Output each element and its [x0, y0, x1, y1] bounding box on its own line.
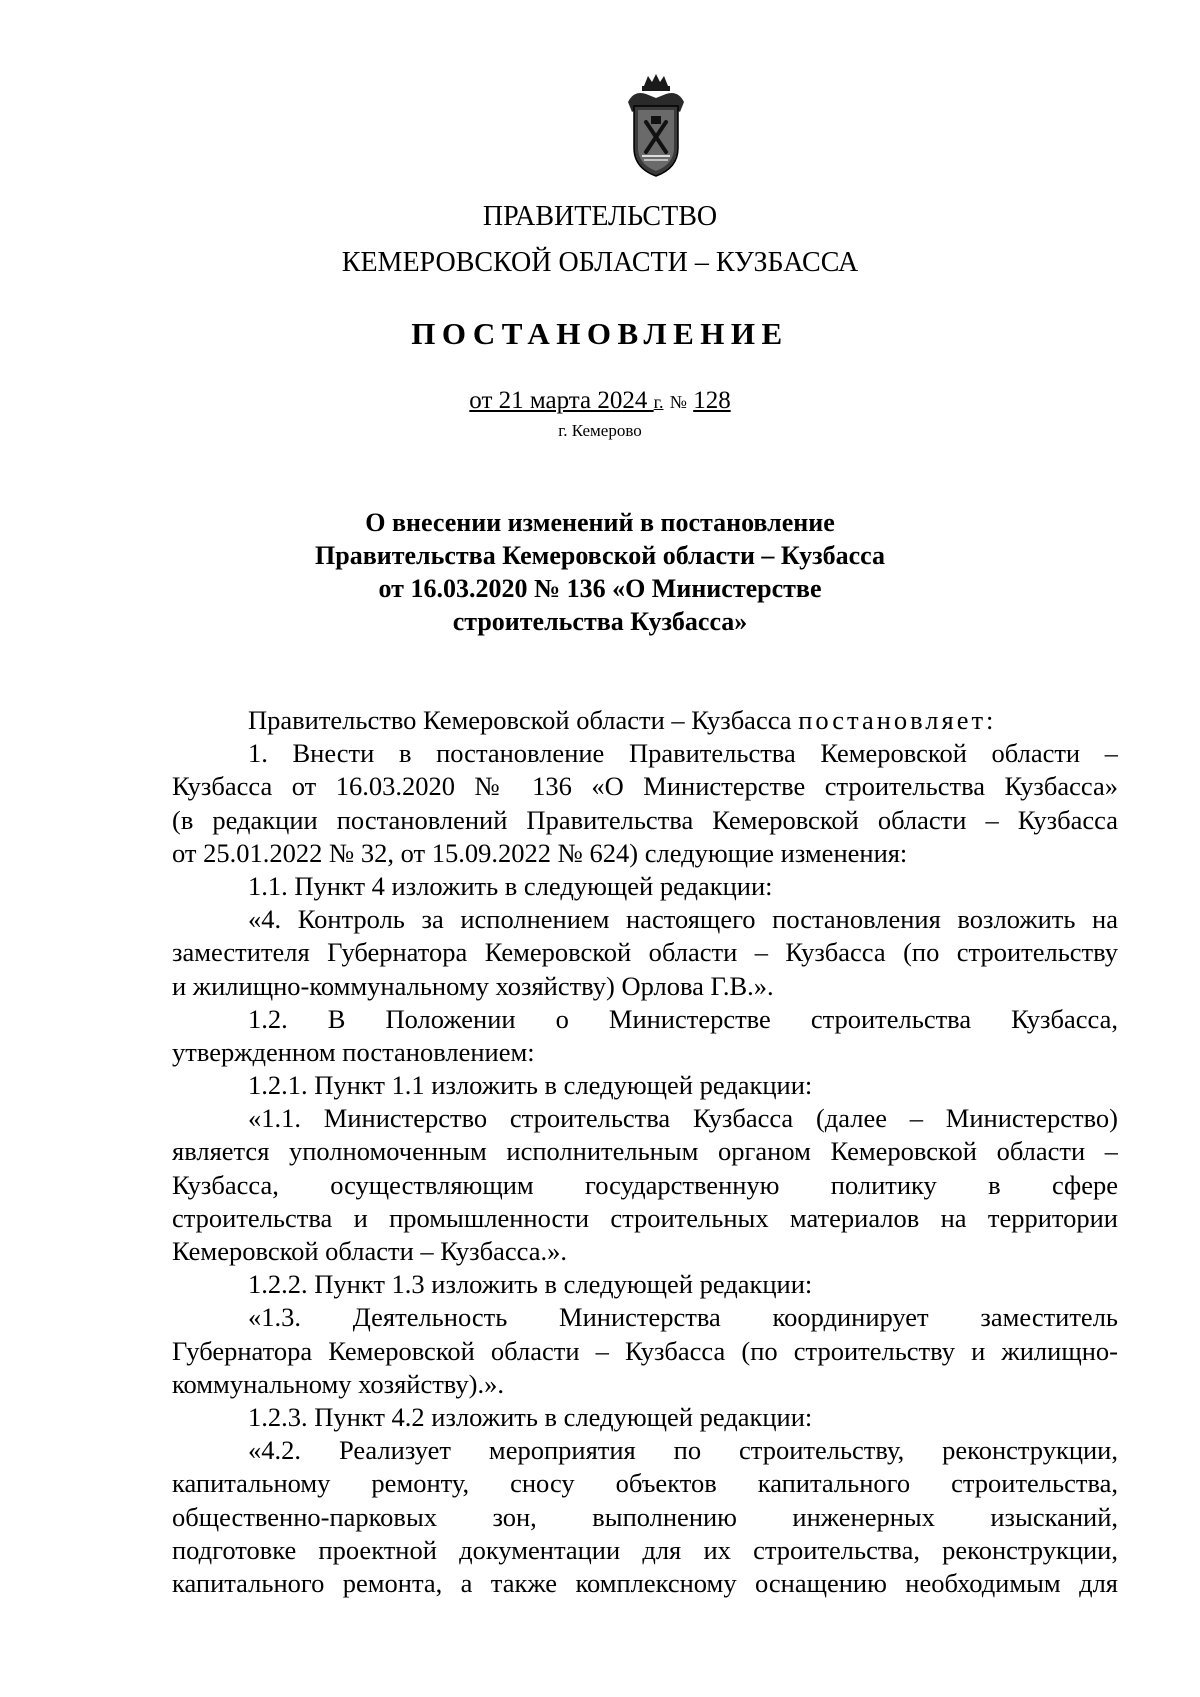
title-line: О внесении изменений в постановление — [365, 508, 835, 537]
body-line: «4.2. Реализует мероприятия по строительству, реконструкции, — [248, 1435, 1118, 1466]
body-line: является уполномоченным исполнительным органом Кемеровской области – — [172, 1136, 1118, 1167]
body-line — [172, 704, 1118, 737]
title-line: Правительства Кемеровской области – Кузбасса — [315, 541, 885, 570]
body-line: подготовке проектной документации для их строительства, реконструкции, — [172, 1534, 1118, 1565]
body-line: «1.3. Деятельность Министерства координирует заместитель — [248, 1302, 1118, 1333]
body-line: и жилищно-коммунальному хозяйству) Орлова Г.В.». — [172, 970, 774, 1001]
body-line: 1.2.1. Пункт 1.1 изложить в следующей редакции: — [248, 1070, 813, 1101]
body-line: 1.2.3. Пункт 4.2 изложить в следующей редакции: — [248, 1401, 813, 1432]
body-line: Кузбасса, осуществляющим государственную политику в сфере — [172, 1169, 1118, 1200]
body-line: Кемеровской области – Кузбасса.». — [172, 1236, 568, 1266]
title-line: от 16.03.2020 № 136 «О Министерстве — [378, 574, 822, 603]
body-line: заместителя Губернатора Кемеровской области – Кузбасса (по строительству — [172, 937, 1118, 968]
body-line: (в редакции постановлений Правительства Кемеровской области – Кузбасса — [172, 804, 1118, 835]
body-line: от 25.01.2022 № 32, от 15.09.2022 № 624) следующие изменения: — [172, 837, 908, 868]
body-text-span: Правительство Кемеровской области – Кузбасса — [248, 705, 799, 735]
body-line: «1.1. Министерство строительства Кузбасса (далее – Министерство) — [248, 1103, 1118, 1134]
document-date: от 21 марта 2024 — [469, 387, 654, 414]
document-type-heading: ПОСТАНОВЛЕНИЕ — [411, 316, 789, 351]
body-line: капитального ремонта, а также комплексному оснащению необходимым для — [172, 1567, 1118, 1598]
body-line: утвержденном постановлением: — [172, 1036, 535, 1067]
body-line: Губернатора Кемеровской области – Кузбасса (по строительству и жилищно- — [172, 1335, 1118, 1366]
body-line: 1.2.2. Пункт 1.3 изложить в следующей редакции: — [248, 1269, 813, 1300]
government-name-line-2: КЕМЕРОВСКОЙ ОБЛАСТИ – КУЗБАССА — [341, 247, 859, 278]
document-city: г. Кемерово — [558, 421, 642, 440]
body-line: 1.2. В Положении о Министерстве строительства Кузбасса, — [248, 1003, 1118, 1034]
document-number: 128 — [693, 387, 731, 414]
document-date-number — [0, 386, 1200, 417]
body-line: капитальному ремонту, сносу объектов капитального строительства, — [172, 1468, 1118, 1499]
year-suffix: г. — [653, 392, 664, 412]
document-body — [172, 704, 1118, 1600]
document-title — [0, 506, 1200, 638]
title-line: строительства Кузбасса» — [452, 607, 748, 636]
coat-of-arms-emblem — [620, 72, 692, 180]
body-line: строительства и промышленности строительных материалов на территории — [172, 1202, 1118, 1233]
decree-word: постановляет: — [798, 705, 997, 735]
body-line: коммунальному хозяйству).». — [172, 1368, 504, 1399]
body-line: Кузбасса от 16.03.2020 № 136 «О Министерстве строительства Кузбасса» — [172, 771, 1118, 802]
body-line: 1. Внести в постановление Правительства Кемеровской области – — [248, 738, 1118, 769]
body-line: общественно-парковых зон, выполнению инженерных изысканий, — [172, 1501, 1118, 1532]
body-line: 1.1. Пункт 4 изложить в следующей редакции: — [248, 870, 773, 901]
body-line: «4. Контроль за исполнением настоящего постановления возложить на — [248, 904, 1118, 935]
number-sign: № — [669, 392, 687, 412]
government-name-line-1: ПРАВИТЕЛЬСТВО — [482, 201, 718, 232]
